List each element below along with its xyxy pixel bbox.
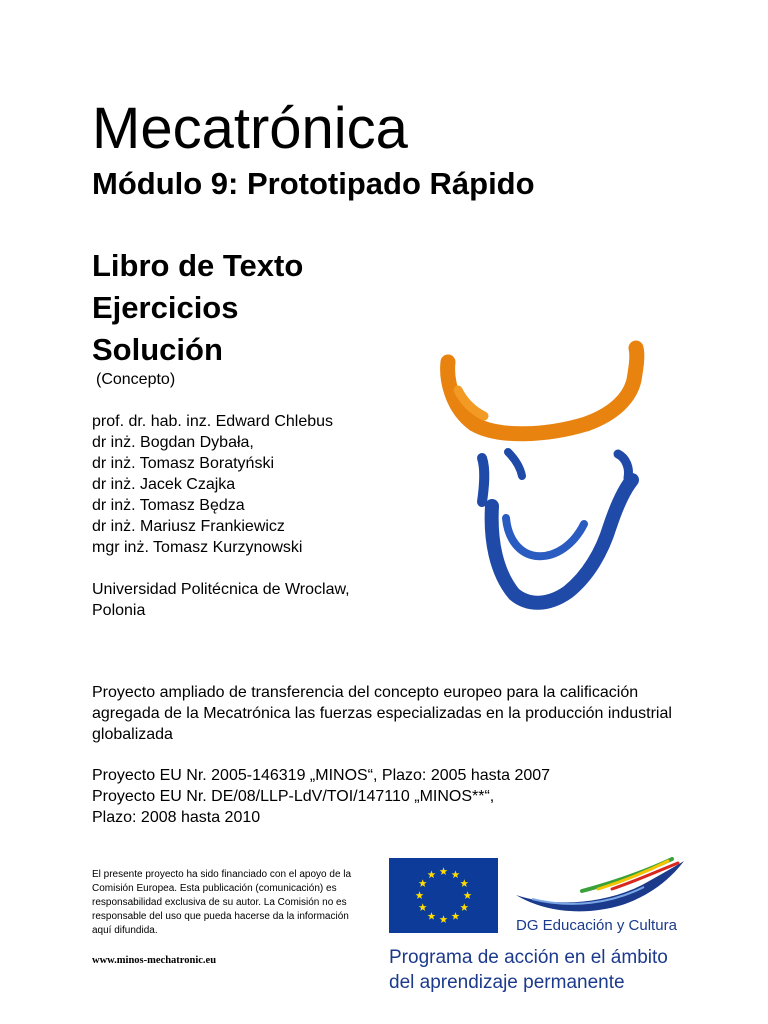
author-item: dr inż. Mariusz Frankiewicz bbox=[92, 518, 285, 535]
author-item: dr inż. Tomasz Boratyński bbox=[92, 455, 274, 472]
project-numbers bbox=[92, 765, 550, 828]
university-name: Universidad Politécnica de Wroclaw, bbox=[92, 581, 350, 598]
document-parts bbox=[92, 245, 303, 371]
mascot-figure-illustration bbox=[436, 340, 658, 620]
part-solution: Solución bbox=[92, 332, 223, 367]
mascot-nose bbox=[506, 518, 584, 556]
dg-education-swoosh-logo bbox=[512, 855, 688, 918]
swoosh-green bbox=[582, 859, 672, 891]
dg-education-label: DG Educación y Cultura bbox=[516, 917, 677, 934]
mascot-hat-stroke bbox=[448, 348, 637, 434]
author-item: prof. dr. hab. inz. Edward Chlebus bbox=[92, 413, 334, 430]
page-title: Mecatrónica bbox=[92, 96, 408, 161]
author-item: mgr inż. Tomasz Kurzynowski bbox=[92, 539, 303, 556]
part-textbook: Libro de Texto bbox=[92, 248, 304, 283]
concept-note: (Concepto) bbox=[96, 371, 176, 388]
mascot-right-eye bbox=[618, 454, 629, 478]
project-number-line: Proyecto EU Nr. 2005-146319 „MINOS“, Plazo: 2005 hasta 2007 bbox=[92, 767, 551, 784]
project-number-line: Proyecto EU Nr. DE/08/LLP-LdV/TOI/147110 „MINOS**“, bbox=[92, 788, 495, 805]
program-text bbox=[389, 945, 668, 995]
author-item: dr inż. Jacek Czajka bbox=[92, 476, 236, 493]
university-block bbox=[92, 579, 350, 621]
university-country: Polonia bbox=[92, 602, 146, 619]
program-line: Programa de acción en el ámbito bbox=[389, 947, 668, 968]
module-subtitle: Módulo 9: Prototipado Rápido bbox=[92, 166, 535, 201]
program-line: del aprendizaje permanente bbox=[389, 972, 625, 993]
project-number-line: Plazo: 2008 hasta 2010 bbox=[92, 809, 261, 826]
project-description: Proyecto ampliado de transferencia del concepto europeo para la calificación agregada de la Mecatrónica las fuerzas especializadas en la producción industrial globalizada bbox=[92, 684, 672, 743]
author-item: dr inż. Bogdan Dybała, bbox=[92, 434, 254, 451]
author-list bbox=[92, 411, 333, 558]
website-link[interactable]: www.minos-mechatronic.eu bbox=[92, 955, 217, 966]
eu-flag-logo bbox=[389, 858, 498, 933]
funding-disclaimer: El presente proyecto ha sido financiado con el apoyo de la Comisión Europea. Esta publicación (comunicación) es responsabilidad exclusiva de su autor. La Comisión no es responsable del uso que pueda hacerse da la información aquí difundida. bbox=[92, 869, 352, 936]
author-item: dr inż. Tomasz Będza bbox=[92, 497, 245, 514]
mascot-left-eye bbox=[482, 458, 484, 502]
mascot-brow bbox=[508, 452, 522, 476]
part-exercises: Ejercicios bbox=[92, 290, 239, 325]
